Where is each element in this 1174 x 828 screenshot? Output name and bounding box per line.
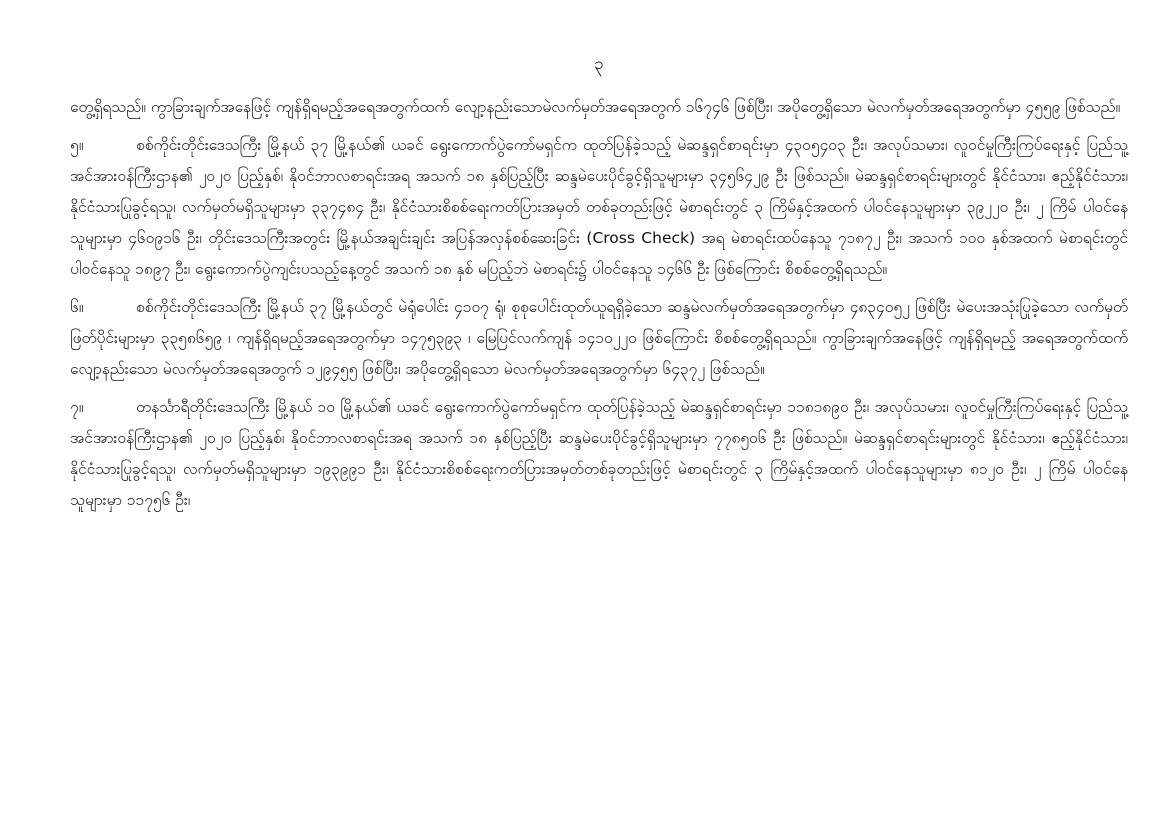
paragraph-number: ၇။ [70, 398, 84, 416]
paragraph-text: စစ်ကိုင်းတိုင်းဒေသကြီး မြို့နယ် ၃၇ မြို့နယ်၏ ယခင် ရွေးကောက်ပွဲကော်မရှင်က ထုတ်ပြန်ခဲ့သည့် မဲဆန္ဒရှင်စာရင်းမှာ ၄၃၀၅၄၀၃ ဦး၊ အလုပ်သမား၊ လူဝင်မှုကြီးကြပ်ရေးနှင့် ပြည်သူ့အင်အားဝန်ကြီးဌာန၏ ၂၀၂၀ ပြည့်နှစ်၊ နိုဝင်ဘာလစာရင်းအရ အသက် ၁၈ နှစ်ပြည့်ပြီး ဆန္ဒမဲပေးပိုင်ခွင့်ရှိသူများမှာ ၃၄၅၆၄၂၉ ဦး ဖြစ်သည်။ မဲဆန္ဒရှင်စာရင်းများတွင် နိုင်ငံသား၊ ဧည့်နိုင်ငံသား၊ နိုင်ငံသားပြုခွင့်ရသူ၊ လက်မှတ်မရှိသူများမှာ ၃၃၇၄၈၄ ဦး၊ နိုင်ငံသားစိစစ်ရေးကတ်ပြားအမှတ် တစ်ခုတည်းဖြင့် မဲစာရင်းတွင် ၃ ကြိမ်နှင့်အထက် ပါဝင်နေသူများမှာ ၃၉၂၂၀ ဦး၊ ၂ ကြိမ် ပါဝင်နေသူများမှာ ၄၆၀၉၁၆ ဦး၊ တိုင်းဒေသကြီးအတွင်း မြို့နယ်အချင်းချင်း အပြန်အလှန်စစ်ဆေးခြင်း (Cross Check) အရ မဲစာရင်းထပ်နေသူ ၇၁၈၇၂ ဦး၊ အသက် ၁၀၀ နှစ်အထက် မဲစာရင်းတွင် ပါဝင်နေသူ ၁၈၉၇ ဦး၊ ရွေးကောက်ပွဲကျင်းပသည့်နေ့တွင် အသက် ၁၈ နှစ် မပြည့်ဘဲ မဲစာရင်း၌ ပါဝင်နေသူ ၁၄၆၆ ဦး ဖြစ်ကြောင်း စိစစ်တွေ့ရှိရသည်။ [70, 136, 1128, 278]
paragraph-5 [70, 130, 1128, 285]
paragraph-text: တနင်္သာရီတိုင်းဒေသကြီး မြို့နယ် ၁၀ မြို့နယ်၏ ယခင် ရွေးကောက်ပွဲကော်မရှင်က ထုတ်ပြန်ခဲ့သည့် မဲဆန္ဒရှင်စာရင်းမှာ ၁၁၈၁၈၉၀ ဦး၊ အလုပ်သမား၊ လူဝင်မှုကြီးကြပ်ရေးနှင့် ပြည်သူ့အင်အားဝန်ကြီးဌာန၏ ၂၀၂၀ ပြည့်နှစ်၊ နိုဝင်ဘာလစာရင်းအရ အသက် ၁၈ နှစ်ပြည့်ပြီး ဆန္ဒမဲပေးပိုင်ခွင့်ရှိသူများမှာ ၇၇၈၅၀၆ ဦး ဖြစ်သည်။ မဲဆန္ဒရှင်စာရင်းများတွင် နိုင်ငံသား၊ ဧည့်နိုင်ငံသား၊ နိုင်ငံသားပြုခွင့်ရသူ၊ လက်မှတ်မရှိသူများမှာ ၁၉၃၉၉၁ ဦး၊ နိုင်ငံသားစိစစ်ရေးကတ်ပြားအမှတ်တစ်ခုတည်းဖြင့် မဲစာရင်းတွင် ၃ ကြိမ်နှင့်အထက် ပါဝင်နေသူများမှာ ၈၁၂၀ ဦး၊ ၂ ကြိမ် ပါဝင်နေသူများမှာ ၁၁၇၅၆ ဦး၊ [70, 398, 1128, 509]
paragraph-7 [70, 392, 1128, 516]
paragraph-text: စစ်ကိုင်းတိုင်းဒေသကြီး မြို့နယ် ၃၇ မြို့နယ်တွင် မဲရုံပေါင်း ၄၁၀၇ ရုံ၊ စုစုပေါင်းထုတ်ယူရရှိခဲ့သော ဆန္ဒမဲလက်မှတ်အရေအတွက်မှာ ၄၈၃၄၀၅၂ ဖြစ်ပြီး မဲပေးအသုံးပြုခဲ့သော လက်မှတ်ဖြတ်ပိုင်းများမှာ ၃၃၅၈၆၅၉ ၊ ကျန်ရှိရမည့်အရေအတွက်မှာ ၁၄၇၅၃၉၃ ၊ မြေပြင်လက်ကျန် ၁၄၁၀၂၂၀ ဖြစ်ကြောင်း စိစစ်တွေ့ရှိရသည်။ ကွာခြားချက်အနေဖြင့် ကျန်ရှိရမည့် အရေအတွက်ထက် လျော့နည်းသော မဲလက်မှတ်အရေအတွက် ၁၂၉၄၅၅ ဖြစ်ပြီး၊ အပိုတွေ့ရှိရသော မဲလက်မှတ်အရေအတွက်မှာ ၆၄၃၇၂ ဖြစ်သည်။ [70, 298, 1128, 378]
paragraph-text: တွေ့ရှိရသည်။ ကွာခြားချက်အနေဖြင့် ကျန်ရှိရမည့်အရေအတွက်ထက် လျော့နည်းသောမဲလက်မှတ်အရေအတွက် ၁၆၇၄၆ ဖြစ်ပြီး၊ အပိုတွေ့ရှိသော မဲလက်မှတ်အရေအတွက်မှာ ၄၅၅၉ ဖြစ်သည်။ [70, 98, 1121, 116]
paragraph-number: ၅။ [70, 136, 84, 154]
paragraph-6 [70, 292, 1128, 385]
paragraph-continuation [70, 92, 1128, 123]
paragraph-number: ၆။ [70, 298, 84, 316]
page-number: ၃ [594, 54, 604, 74]
